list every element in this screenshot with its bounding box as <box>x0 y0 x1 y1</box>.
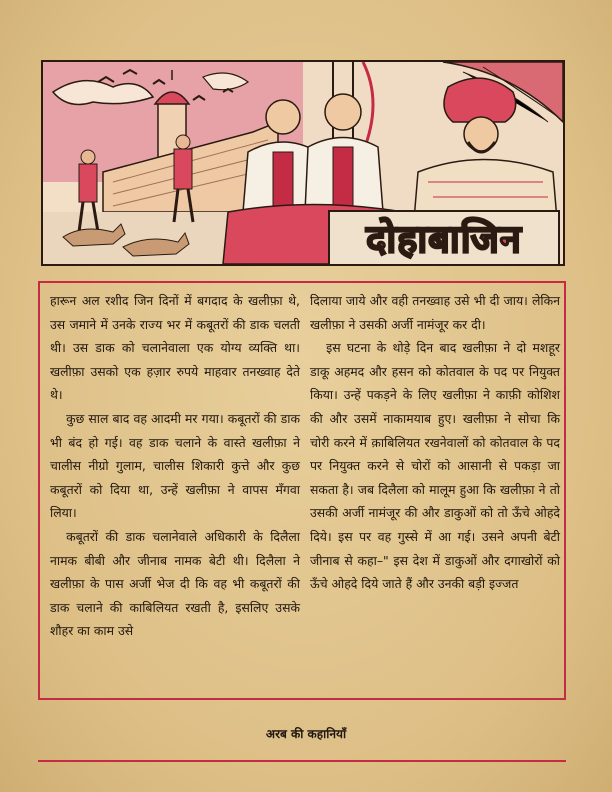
paragraph: दिलाया जाये और वही तनख्वाह उसे भी दी जाय। लेकिन खलीफ़ा ने उसकी अर्जी नामंजूर कर दी। <box>310 293 560 332</box>
story-title <box>328 210 560 266</box>
footer-divider <box>38 760 566 762</box>
page-footer: अरब की कहानियाँ <box>265 727 347 741</box>
story-title-text: दोहाबाजिन <box>366 217 522 261</box>
paragraph: कुछ साल बाद वह आदमी मर गया। कबूतरों की डाक भी बंद हो गई। वह डाक चलाने के वास्ते खलीफ़ा ने चालीस नीग्रो गुलाम, चालीस शिकारी कुत्ते और कुछ कबूतरों को दिया था, उन्हें खलीफ़ा ने वापस मँगवा लिया। <box>50 410 300 521</box>
paragraph: हारून अल रशीद जिन दिनों में बगदाद के खलीफ़ा थे, उस जमाने में उनके राज्य भर में कबूतरों की डाक चलती थी। उस डाक को चलानेवाला एक योग्य व्यक्ति था। खलीफ़ा उसको एक हज़ार रुपये माहवार तनख्वाह देते थे। <box>50 293 300 403</box>
paragraph: इस घटना के थोड़े दिन बाद खलीफ़ा ने दो मशहूर डाकू अहमद और हसन को कोतवाल के पद पर नियुक्त किया। उन्हें पकड़ने के लिए खलीफ़ा ने काफ़ी कोशिश की और उसमें नाकामयाब हुए। खलीफ़ा ने सोचा कि चोरी करने में क़ाबिलियत रखनेवालों को कोतवाल के पद पर नियुक्त करने से चोरों को आसानी से पकड़ा जा सकता है। जब दिलैला को मालूम हुआ कि खलीफ़ा ने तो उसकी अर्जी नामंजूर की और डाकुओं को तो ऊँचे ओहदे दिये। इस पर वह गुस्से में आ गई। उसने अपनी बेटी जीनाब से कहा–" इस देश में डाकुओं और दगाखोरों को ऊँचे ओहदे दिये जाते हैं और उनकी बड़ी इज्जत <box>310 340 560 592</box>
paragraph: कबूतरों की डाक चलानेवाले अधिकारी के दिलैला नामक बीबी और जीनाब नामक बेटी थी। दिलैला ने खलीफ़ा के पास अर्जी भेज दी कि वह भी कबूतरों की डाक चलाने की काबिलियत रखती है, इसलिए उसके शौहर का काम उसे <box>50 528 300 639</box>
text-column-right <box>310 289 560 596</box>
text-column-left <box>50 289 300 643</box>
story-text-frame <box>38 281 566 700</box>
